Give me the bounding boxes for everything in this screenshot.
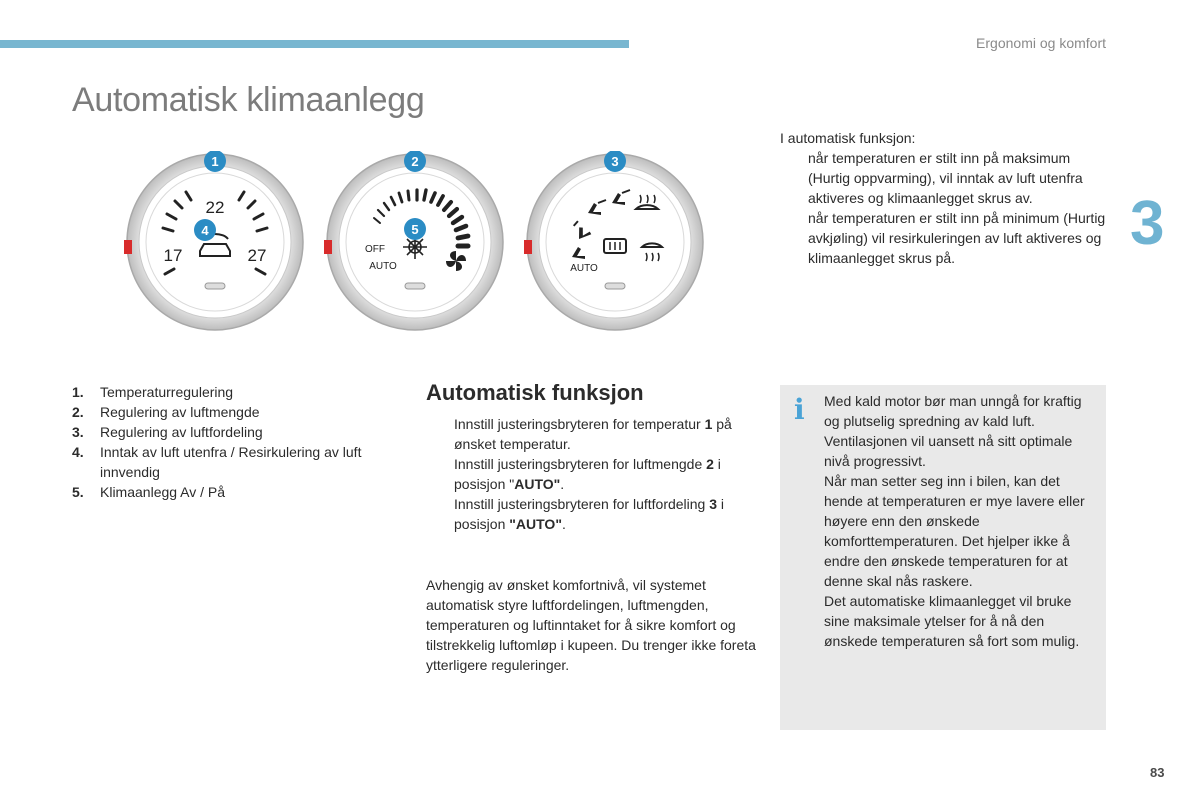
- climate-panel-figure: [72, 128, 712, 353]
- note-item: når temperaturen er stilt inn på maksimum (Hurtig oppvarming), vil inntak av luft utenfra aktiveres og klimaanlegget skrus av.: [780, 148, 1110, 208]
- knob-indicator-slot: [205, 283, 225, 289]
- chapter-number: 3: [1130, 189, 1165, 258]
- callout-5: 5: [411, 222, 419, 237]
- note-item: når temperaturen er stilt inn på minimum (Hurtig avkjøling) vil resirkuleringen av luft aktiveres og klimaanlegget skrus på.: [780, 208, 1110, 268]
- temperature-knob: [124, 151, 306, 333]
- off-label: OFF: [365, 244, 385, 255]
- section-heading: Automatisk funksjon: [426, 380, 644, 405]
- page-number: 83: [1150, 765, 1165, 780]
- section-name: Ergonomi og komfort: [976, 35, 1106, 51]
- bullet-icon: [780, 148, 808, 208]
- bullet-icon: [780, 208, 808, 268]
- info-box: [780, 385, 1106, 730]
- bullet-icon: [426, 494, 454, 534]
- bullet-icon: [426, 414, 454, 454]
- page-title: Automatisk klimaanlegg: [72, 81, 425, 119]
- legend-item: 5. Klimaanlegg Av / På: [72, 484, 226, 500]
- step-item: Innstill justeringsbryteren for luftmengde 2 i posisjon "AUTO".: [426, 454, 756, 494]
- notes-intro: I automatisk funksjon:: [780, 130, 916, 146]
- knob-indicator-slot: [405, 283, 425, 289]
- legend-item: 1. Temperaturregulering: [72, 384, 234, 400]
- header-accent-bar: [0, 40, 629, 48]
- legend-item: 4. Inntak av luft utenfra / Resirkulering av luft innvendig: [72, 444, 362, 480]
- temp-right-label: 27: [247, 246, 267, 265]
- red-indicator: [124, 240, 132, 254]
- instruction-steps: [426, 414, 756, 534]
- air-distribution-knob: [524, 151, 706, 333]
- airflow-knob: [324, 151, 506, 333]
- auto-label: AUTO: [369, 261, 397, 272]
- legend-item: 2. Regulering av luftmengde: [72, 404, 260, 420]
- red-indicator: [524, 240, 532, 254]
- red-indicator: [324, 240, 332, 254]
- auto-description: Avhengig av ønsket komfortnivå, vil systemet automatisk styre luftfordelingen, luftmengden, temperaturen og luftinntaket for å sikre komfort og tilstrekkelig luftomløp i kupeen. Du trenger ikke foreta ytterligere reguleringer.: [426, 577, 756, 673]
- auto-function-notes: [780, 128, 1110, 268]
- temp-left-label: 17: [163, 246, 183, 265]
- callout-1: 1: [211, 154, 219, 169]
- step-item: Innstill justeringsbryteren for luftfordeling 3 i posisjon "AUTO".: [426, 494, 756, 534]
- figure-legend: [72, 382, 402, 502]
- temp-top-label: 22: [205, 198, 225, 217]
- knob-indicator-slot: [605, 283, 625, 289]
- callout-4: 4: [201, 223, 209, 238]
- callout-2: 2: [411, 154, 419, 169]
- callout-3: 3: [611, 154, 619, 169]
- step-item: Innstill justeringsbryteren for temperatur 1 på ønsket temperatur.: [426, 414, 756, 454]
- info-icon: i: [794, 393, 805, 426]
- bullet-icon: [426, 454, 454, 494]
- info-text: Med kald motor bør man unngå for kraftig og plutselig spredning av kald luft. Ventilasjonen vil uansett nå sitt optimale nivå progressivt. Når man setter seg inn i bilen, kan det hende at temperaturen er mye lavere eller høyere enn den ønskede komforttemperaturen. Det hjelper ikke å endre den ønskede temperaturen for at denne skal nås raskere. Det automatiske klimaanlegget vil bruke sine maksimale ytelser for å nå den ønskede temperaturen så fort som mulig.: [824, 393, 1085, 649]
- auto-label: AUTO: [570, 263, 598, 274]
- legend-item: 3. Regulering av luftfordeling: [72, 424, 263, 440]
